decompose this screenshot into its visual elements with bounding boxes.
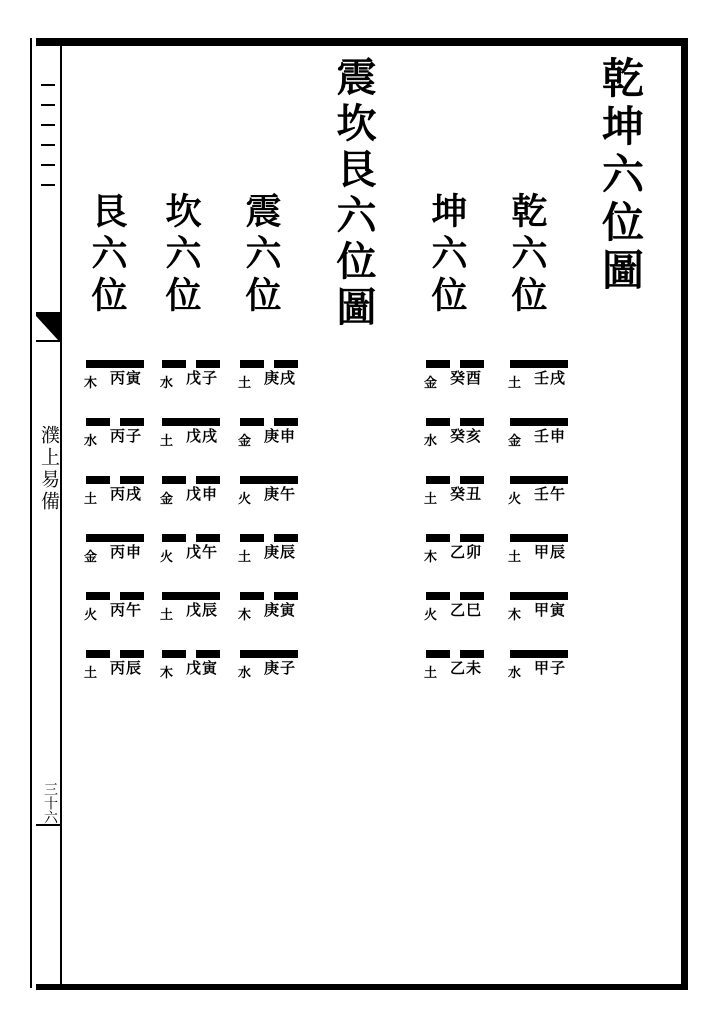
yin-line-bar: [426, 418, 450, 426]
line-stem-branch: 戊申: [185, 485, 218, 503]
hexagram-line: [162, 356, 226, 414]
page-number: 三十六: [36, 782, 62, 826]
yang-line-bar: [510, 418, 568, 426]
yang-line-bar: [240, 476, 298, 484]
hexagram-line: [86, 588, 150, 646]
yin-line-bar: [460, 650, 484, 658]
hexagram-line: [426, 588, 490, 646]
hexagram-line: [162, 472, 226, 530]
hexagram-line: [162, 530, 226, 588]
line-element: 木: [160, 666, 174, 681]
line-stem-branch: 丙申: [109, 543, 142, 561]
hexagram-label-kun: 坤六位: [426, 192, 468, 318]
yin-line-bar: [162, 650, 186, 658]
line-stem-branch: 庚子: [263, 659, 296, 677]
hexagram-line: [86, 530, 150, 588]
line-element: 火: [160, 550, 174, 565]
line-stem-branch: 戊辰: [185, 601, 218, 619]
line-element: 土: [238, 376, 252, 391]
yin-line-bar: [460, 418, 484, 426]
yin-line-bar: [240, 592, 264, 600]
hexagram-line: [510, 646, 574, 704]
line-stem-branch: 戊午: [185, 543, 218, 561]
yin-line-bar: [86, 650, 110, 658]
yin-line-bar: [274, 418, 298, 426]
line-stem-branch: 乙巳: [449, 601, 482, 619]
hexagram-line: [240, 414, 304, 472]
line-element: 火: [508, 492, 522, 507]
line-element: 水: [84, 434, 98, 449]
line-stem-branch: 戊子: [185, 369, 218, 387]
yin-line-bar: [162, 360, 186, 368]
line-element: 金: [84, 550, 98, 565]
hexagram-line: [510, 530, 574, 588]
hexagram-line: [86, 414, 150, 472]
line-element: 土: [238, 550, 252, 565]
hexagram-line: [162, 646, 226, 704]
line-element: 金: [238, 434, 252, 449]
hexagram-line: [240, 588, 304, 646]
yang-line-bar: [510, 534, 568, 542]
line-stem-branch: 戊戌: [185, 427, 218, 445]
hexagram-line: [426, 414, 490, 472]
line-element: 木: [84, 376, 98, 391]
yang-line-bar: [510, 650, 568, 658]
line-element: 水: [424, 434, 438, 449]
hexagram-line: [510, 414, 574, 472]
line-stem-branch: 庚申: [263, 427, 296, 445]
yin-line-bar: [196, 650, 220, 658]
chart-title-qian-kun: 乾坤六位圖: [596, 56, 645, 296]
yin-line-bar: [86, 592, 110, 600]
yin-line-bar: [460, 592, 484, 600]
page-edge: [30, 38, 32, 988]
yin-line-bar: [426, 650, 450, 658]
yin-line-bar: [426, 592, 450, 600]
hexagram-line: [240, 530, 304, 588]
yin-line-bar: [426, 360, 450, 368]
frame-bottom-border: [36, 984, 688, 990]
yin-line-bar: [162, 476, 186, 484]
hexagram-line: [426, 356, 490, 414]
line-element: 火: [238, 492, 252, 507]
line-element: 水: [160, 376, 174, 391]
hexagram-line: [86, 646, 150, 704]
margin-column-rule: [60, 46, 62, 986]
hexagram-line: [240, 356, 304, 414]
line-stem-branch: 壬申: [533, 427, 566, 445]
hexagram-qian: [510, 356, 574, 704]
yang-line-bar: [86, 360, 144, 368]
line-stem-branch: 丙子: [109, 427, 142, 445]
yang-line-bar: [162, 418, 220, 426]
hexagram-label-qian: 乾六位: [506, 192, 548, 318]
line-stem-branch: 乙卯: [449, 543, 482, 561]
hexagram-zhen: [240, 356, 304, 704]
line-element: 土: [424, 492, 438, 507]
line-stem-branch: 丙戌: [109, 485, 142, 503]
hexagram-gen: [86, 356, 150, 704]
yin-line-bar: [196, 534, 220, 542]
yin-line-bar: [240, 534, 264, 542]
line-element: 水: [238, 666, 252, 681]
line-stem-branch: 癸酉: [449, 369, 482, 387]
line-element: 土: [508, 376, 522, 391]
yin-line-bar: [274, 360, 298, 368]
yin-line-bar: [120, 592, 144, 600]
line-stem-branch: 戊寅: [185, 659, 218, 677]
hexagram-line: [426, 646, 490, 704]
hexagram-line: [162, 414, 226, 472]
line-element: 金: [160, 492, 174, 507]
yin-line-bar: [460, 476, 484, 484]
chart-title-zhen-kan-gen: 震坎艮六位圖: [330, 56, 377, 332]
line-stem-branch: 乙未: [449, 659, 482, 677]
hexagram-line: [86, 472, 150, 530]
margin-ruling: [38, 66, 58, 306]
yin-line-bar: [120, 418, 144, 426]
yin-line-bar: [86, 476, 110, 484]
line-element: 火: [424, 608, 438, 623]
yang-line-bar: [510, 360, 568, 368]
hexagram-label-gen: 艮六位: [86, 192, 128, 318]
line-stem-branch: 丙寅: [109, 369, 142, 387]
line-stem-branch: 庚午: [263, 485, 296, 503]
line-element: 土: [160, 608, 174, 623]
line-element: 土: [84, 666, 98, 681]
yang-line-bar: [510, 476, 568, 484]
yang-line-bar: [510, 592, 568, 600]
yin-line-bar: [426, 534, 450, 542]
hexagram-line: [510, 472, 574, 530]
yin-line-bar: [460, 360, 484, 368]
yin-line-bar: [120, 476, 144, 484]
frame-top-border: [36, 38, 688, 46]
line-stem-branch: 壬戌: [533, 369, 566, 387]
line-element: 金: [508, 434, 522, 449]
yin-line-bar: [196, 360, 220, 368]
hexagram-kan: [162, 356, 226, 704]
line-element: 金: [424, 376, 438, 391]
frame-right-border: [681, 38, 688, 990]
yang-line-bar: [86, 534, 144, 542]
line-stem-branch: 癸丑: [449, 485, 482, 503]
hexagram-line: [240, 646, 304, 704]
yang-line-bar: [240, 650, 298, 658]
yin-line-bar: [240, 418, 264, 426]
line-stem-branch: 庚戌: [263, 369, 296, 387]
line-element: 土: [84, 492, 98, 507]
line-stem-branch: 壬午: [533, 485, 566, 503]
line-stem-branch: 庚辰: [263, 543, 296, 561]
yang-line-bar: [162, 592, 220, 600]
line-element: 木: [424, 550, 438, 565]
hexagram-line: [426, 530, 490, 588]
book-source-title: 濮上易備: [38, 425, 60, 513]
line-element: 土: [160, 434, 174, 449]
line-stem-branch: 丙辰: [109, 659, 142, 677]
line-element: 土: [508, 550, 522, 565]
yin-line-bar: [274, 534, 298, 542]
yin-line-bar: [120, 650, 144, 658]
yin-line-bar: [240, 360, 264, 368]
hexagram-line: [426, 472, 490, 530]
line-element: 火: [84, 608, 98, 623]
yin-line-bar: [460, 534, 484, 542]
line-element: 木: [238, 608, 252, 623]
line-stem-branch: 甲寅: [533, 601, 566, 619]
hexagram-label-kan: 坎六位: [160, 192, 202, 318]
hexagram-label-zhen: 震六位: [240, 192, 282, 318]
line-element: 水: [508, 666, 522, 681]
line-stem-branch: 甲辰: [533, 543, 566, 561]
hexagram-line: [162, 588, 226, 646]
line-element: 木: [508, 608, 522, 623]
line-stem-branch: 癸亥: [449, 427, 482, 445]
hexagram-line: [510, 356, 574, 414]
yin-line-bar: [196, 476, 220, 484]
yin-line-bar: [162, 534, 186, 542]
hexagram-line: [510, 588, 574, 646]
yin-line-bar: [274, 592, 298, 600]
line-stem-branch: 庚寅: [263, 601, 296, 619]
line-stem-branch: 丙午: [109, 601, 142, 619]
hexagram-line: [86, 356, 150, 414]
line-element: 土: [424, 666, 438, 681]
hexagram-line: [240, 472, 304, 530]
line-stem-branch: 甲子: [533, 659, 566, 677]
hexagram-kun: [426, 356, 490, 704]
yin-line-bar: [86, 418, 110, 426]
yin-line-bar: [426, 476, 450, 484]
